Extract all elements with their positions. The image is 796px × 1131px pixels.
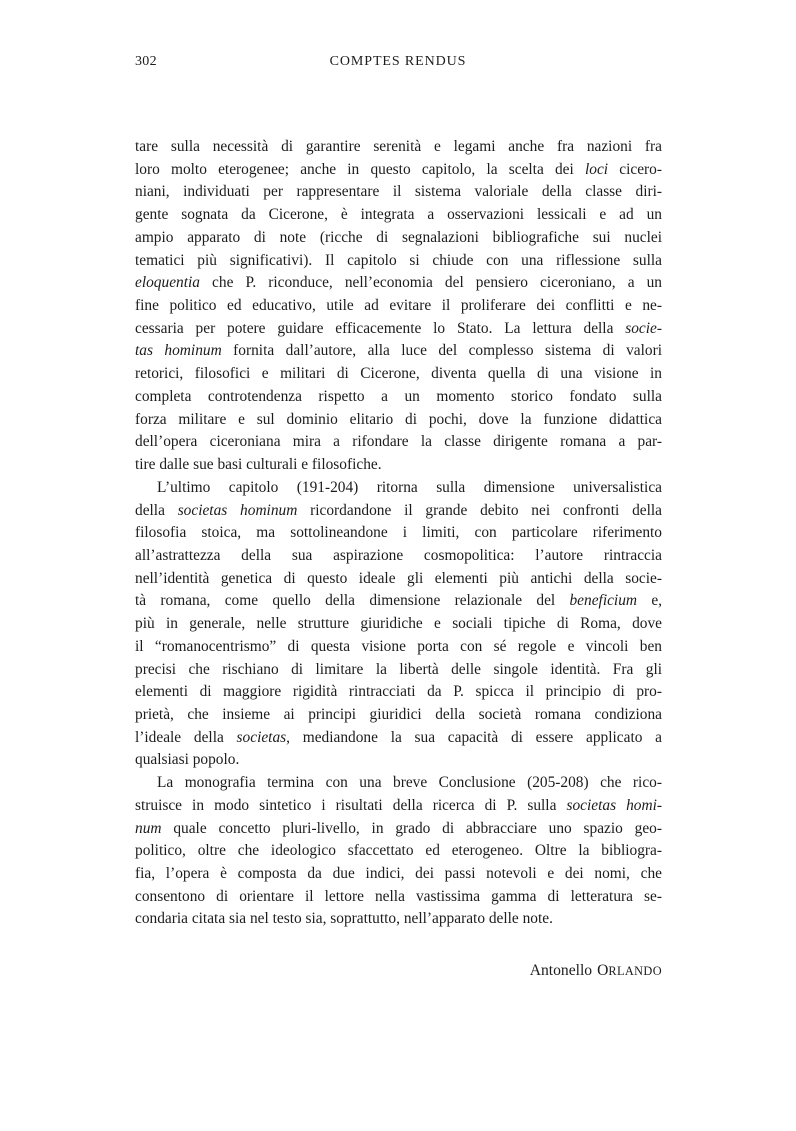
body-text [135,136,662,931]
text-line: all’astrattezza della sua aspirazione cosmopolitica: l’autore rintraccia [135,546,662,564]
signature-given-name: Antonello [529,962,593,979]
text-line: fia, l’opera è composta da due indici, dei passi notevoli e dei nomi, che [135,865,662,882]
text-line: fine politico ed educativo, utile ad evitare il proliferare dei conflitti e ne- [135,297,662,315]
text-line: loro molto eterogenee; anche in questo capitolo, la scelta dei loci cicero- [135,160,662,178]
text-line: precisi che rischiano di limitare la libertà delle singole identità. Fra gli [135,660,662,678]
signature-surname-smallcaps: RLANDO [608,964,662,978]
text-line: elementi di maggiore rigidità rintracciati da P. spicca il principio di pro- [135,683,662,701]
text-line: completa controtendenza rispetto a un momento storico fondato sulla [135,387,662,405]
text-line: cessaria per potere guidare efficacemente lo Stato. La lettura della socie- [135,319,662,337]
running-head: COMPTES RENDUS [329,54,467,69]
text-line: filosofia stoica, ma sottolineandone i limiti, con particolare riferimento [135,524,662,542]
text-line: niani, individuati per rappresentare il sistema valoriale della classe diri- [135,183,662,201]
text-line: retorici, filosofici e militari di Cicerone, diventa quella di una visione in [135,365,662,383]
signature [530,960,662,983]
text-line: num quale concetto pluri-livello, in grado di abbracciare uno spazio geo- [135,819,662,837]
text-line: gente sognata da Cicerone, è integrata a osservazioni lessicali e ad un [135,206,662,224]
text-line: il “romanocentrismo” di questa visione porta con sé regole e vincoli ben [135,637,662,655]
text-line: l’ideale della societas, mediandone la sua capacità di essere applicato a [135,728,662,746]
text-line: struisce in modo sintetico i risultati della ricerca di P. sulla societas homi- [135,796,663,814]
text-line: nell’identità genetica di questo ideale gli elementi più antichi della socie- [135,569,662,587]
paragraph [135,136,662,477]
text-line: condaria citata sia nel testo sia, soprattutto, nell’apparato delle note. [135,910,553,928]
text-line: prietà, che insieme ai principi giuridici della società romana condiziona [135,705,662,723]
text-line: tire dalle sue basi culturali e filosofiche. [135,456,382,474]
text-line: forza militare e sul dominio elitario di pochi, dove la funzione didattica [135,410,662,428]
signature-surname-initial: O [597,962,609,979]
text-line: ampio apparato di note (ricche di segnalazioni bibliografiche sui nuclei [135,228,662,246]
text-line: politico, oltre che ideologico sfaccettato ed eterogeneo. Oltre la bibliogra- [135,842,662,860]
text-line: della societas hominum ricordandone il grande debito nei confronti della [135,501,662,519]
page-number: 302 [135,54,157,69]
text-line: tare sulla necessità di garantire serenità e legami anche fra nazioni fra [135,138,662,155]
text-line: più in generale, nelle strutture giuridiche e sociali tipiche di Roma, dove [135,615,662,633]
paragraph [135,477,662,772]
text-line: dell’opera ciceroniana mira a rifondare la classe dirigente romana a par- [135,433,662,451]
paragraph [135,772,662,931]
text-line: tà romana, come quello della dimensione relazionale del beneficium e, [135,592,662,610]
text-line: L’ultimo capitolo (191-204) ritorna sulla dimensione universalistica [157,478,662,496]
text-line: La monografia termina con una breve Conclusione (205-208) che rico- [157,774,662,792]
text-line: tematici più significativi). Il capitolo si chiude con una riflessione sulla [135,251,662,269]
text-line: consentono di orientare il lettore nella vastissima gamma di letteratura se- [135,887,662,905]
text-line: tas hominum fornita dall’autore, alla luce del complesso sistema di valori [135,342,662,360]
text-line: eloquentia che P. riconduce, nell’economia del pensiero ciceroniano, a un [135,274,662,292]
text-line: qualsiasi popolo. [135,751,240,769]
